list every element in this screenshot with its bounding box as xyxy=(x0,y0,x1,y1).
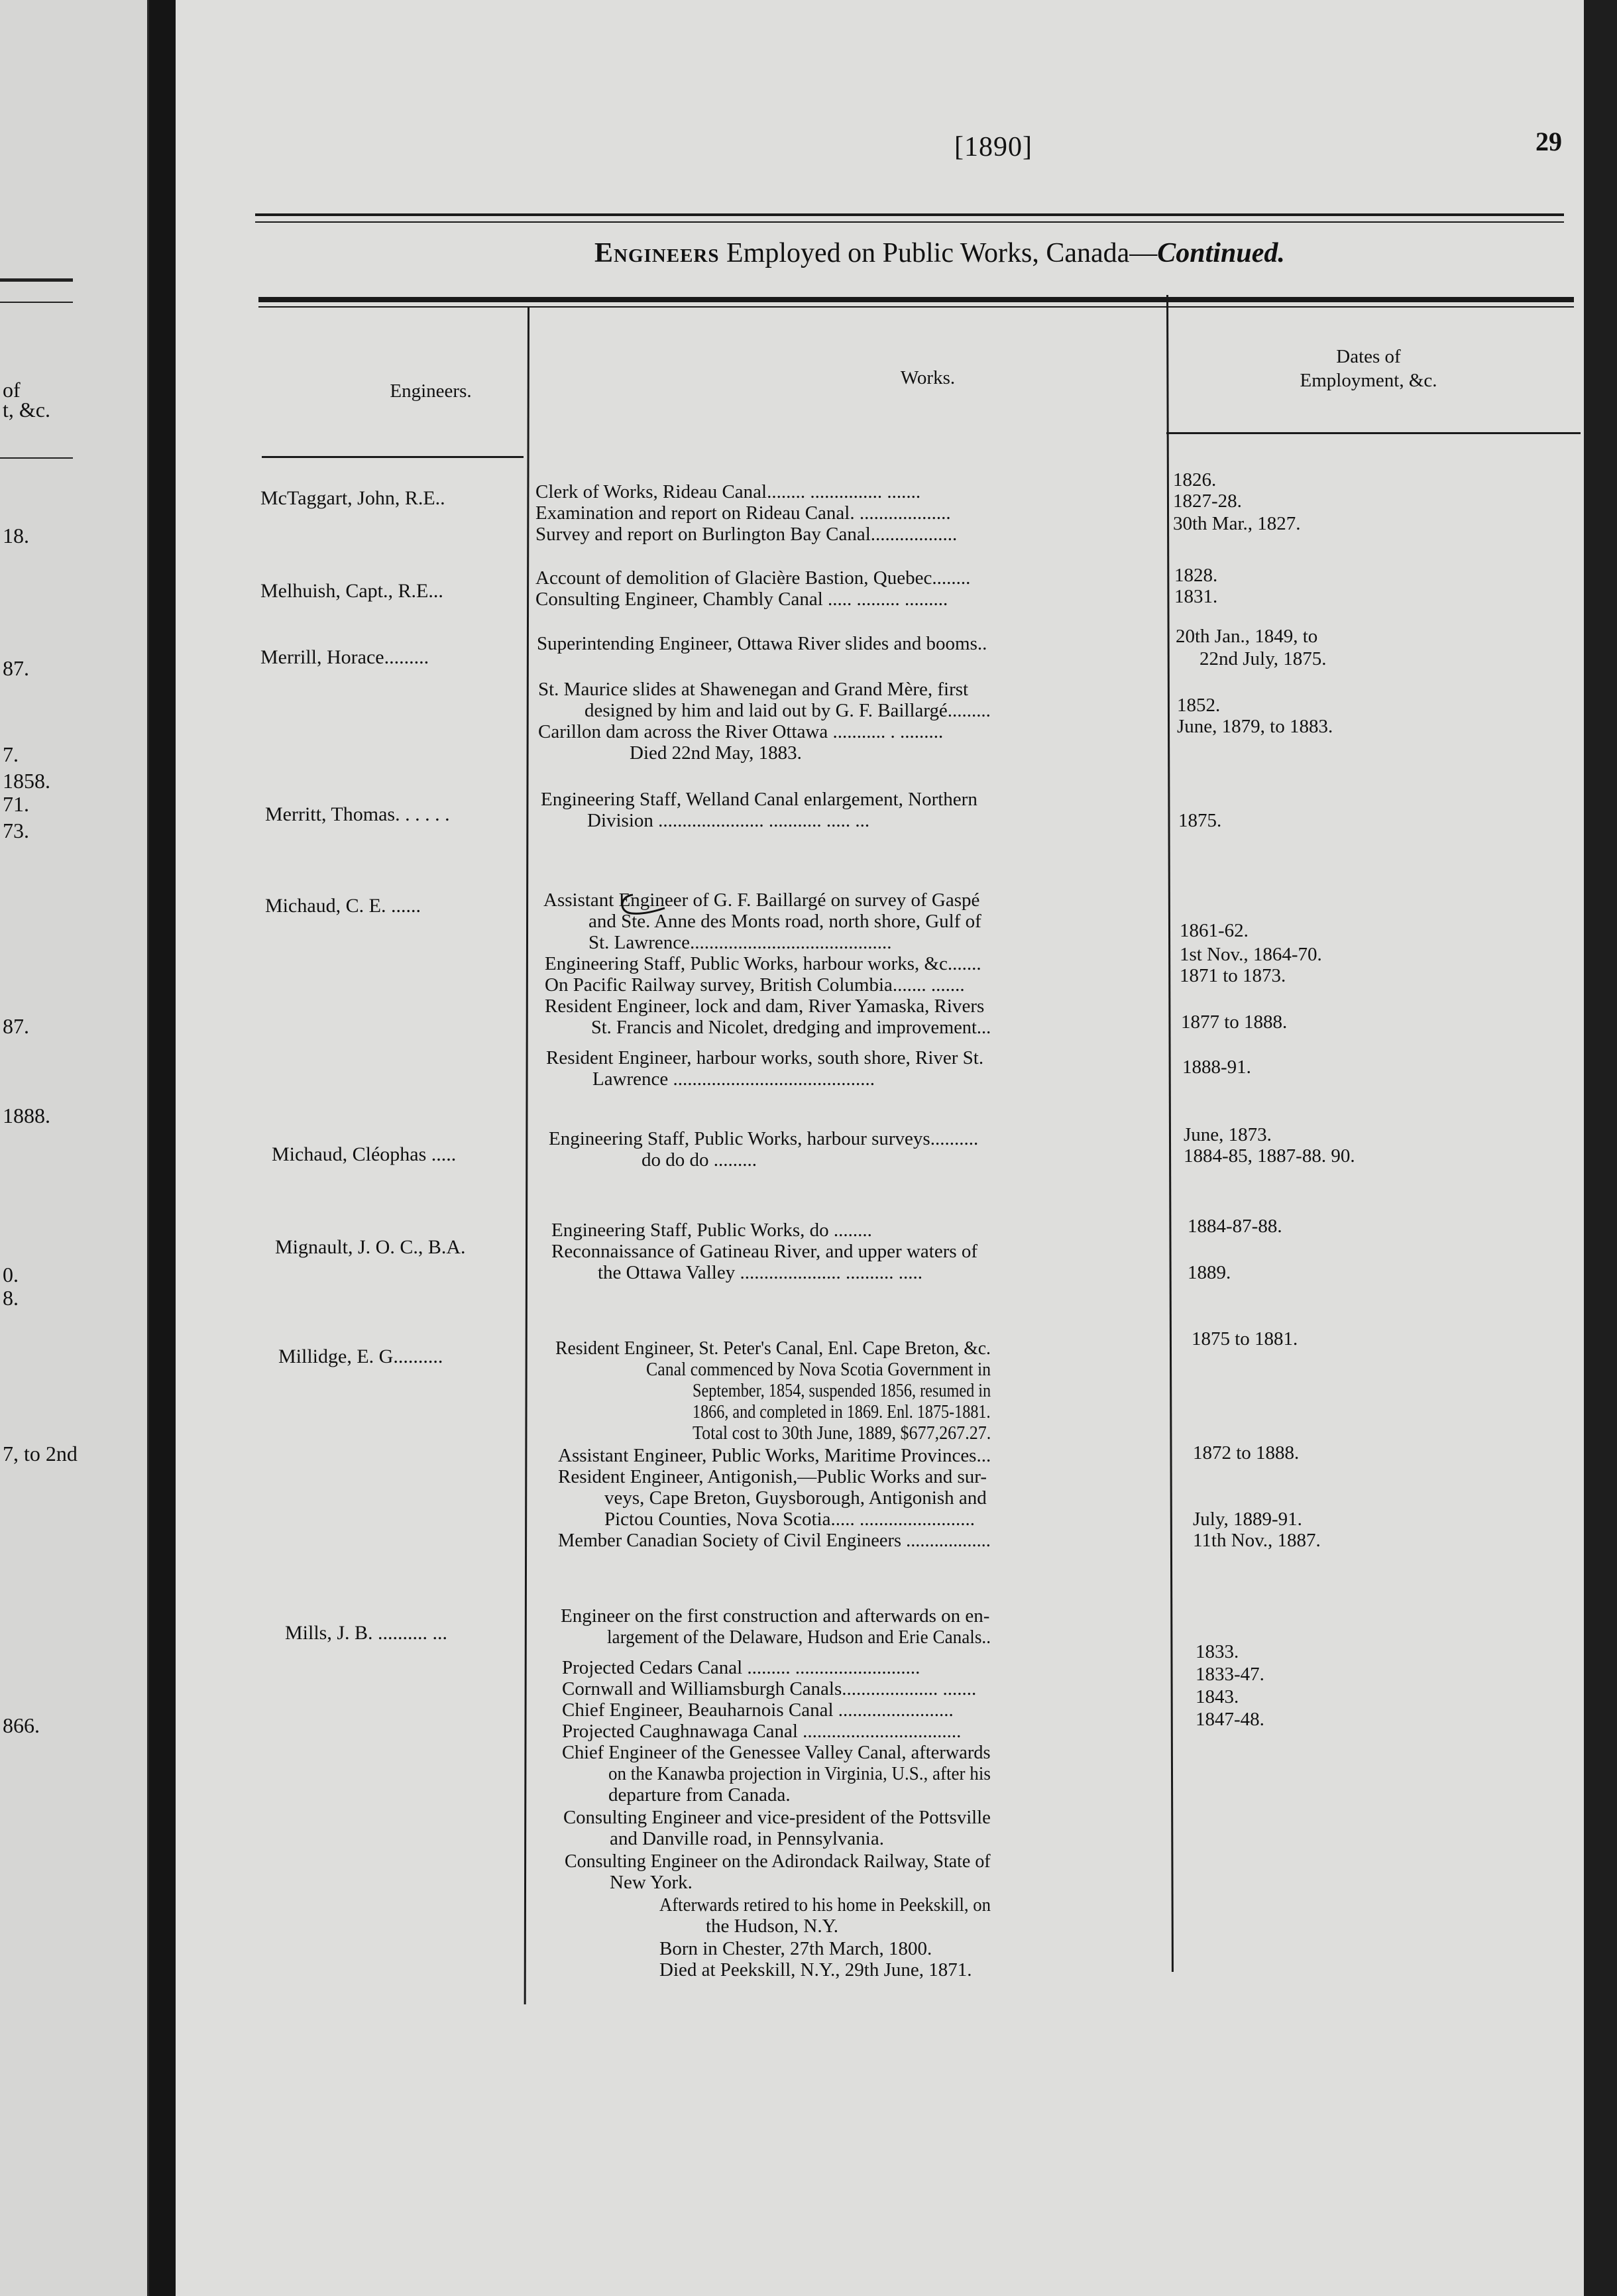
left-fragment-9: 1888. xyxy=(3,1104,50,1127)
works-line: Consulting Engineer, Chambly Canal ..... ......... ......... xyxy=(535,589,948,610)
left-fragment-rule xyxy=(0,457,73,459)
works-line: On Pacific Railway survey, British Columbia....... ....... xyxy=(545,974,965,996)
works-line: on the Kanawba projection in Virginia, U.S., after his xyxy=(608,1763,991,1784)
column-header-engineers-text: Engineers. xyxy=(390,380,472,402)
employment-date: 1826. xyxy=(1173,469,1217,490)
works-line: Engineering Staff, Public Works, harbour works, &c....... xyxy=(545,953,981,974)
works-line: Canal commenced by Nova Scotia Government in xyxy=(646,1359,991,1380)
left-fragment-13: 866. xyxy=(3,1713,40,1737)
left-fragment-1: t, &c. xyxy=(3,398,50,422)
column-divider-right xyxy=(1166,295,1174,1972)
works-line: and Ste. Anne des Monts road, north shore, Gulf of xyxy=(588,911,981,932)
works-line: Resident Engineer, lock and dam, River Yamaska, Rivers xyxy=(545,996,985,1017)
employment-date: 1875 to 1881. xyxy=(1192,1328,1298,1349)
works-line: Examination and report on Rideau Canal. ................... xyxy=(535,502,951,524)
works-line: Carillon dam across the River Ottawa ........... . ......... xyxy=(538,721,944,742)
table-top-rule xyxy=(258,297,1574,302)
engineer-name: Melhuish, Capt., R.E... xyxy=(260,580,443,602)
works-line: Clerk of Works, Rideau Canal........ ............... ....... xyxy=(535,481,921,502)
employment-date: 1843. xyxy=(1196,1686,1239,1707)
engineer-name: Merritt, Thomas. . . . . . xyxy=(265,803,450,825)
column-header-dates-line2: Employment, &c. xyxy=(1300,370,1437,391)
employment-date: 1875. xyxy=(1178,810,1222,831)
left-fragment-rule xyxy=(0,302,73,303)
works-line: Assistant Engineer, Public Works, Maritime Provinces... xyxy=(558,1445,991,1466)
works-line: Pictou Counties, Nova Scotia..... ........................ xyxy=(604,1509,976,1530)
works-line: Chief Engineer, Beauharnois Canal ........................ xyxy=(562,1699,954,1721)
employment-date: 1884-85, 1887-88. 90. xyxy=(1184,1145,1355,1167)
works-line: Division ...................... ........... ..... ... xyxy=(587,810,870,831)
employment-date: 11th Nov., 1887. xyxy=(1193,1530,1321,1551)
employment-date: July, 1889-91. xyxy=(1193,1509,1302,1530)
works-line: largement of the Delaware, Hudson and Erie Canals.. xyxy=(607,1627,991,1648)
employment-date: 1833. xyxy=(1196,1641,1239,1662)
works-line: Projected Cedars Canal ......... .......................... xyxy=(562,1657,920,1678)
works-line: St. Maurice slides at Shawenegan and Grand Mère, first xyxy=(538,679,969,700)
left-fragment-0: of xyxy=(3,378,21,402)
works-line: the Hudson, N.Y. xyxy=(706,1916,839,1937)
column-divider-left xyxy=(524,306,530,2004)
title-continued: Continued. xyxy=(1157,238,1285,268)
works-line: Engineer on the first construction and afterwards on en- xyxy=(561,1605,990,1627)
header-rule-engineers xyxy=(262,456,524,458)
works-line: 1866, and completed in 1869. Enl. 1875-1881. xyxy=(693,1401,991,1422)
engineer-name: Mignault, J. O. C., B.A. xyxy=(275,1236,466,1258)
engineer-name: Mills, J. B. .......... ... xyxy=(285,1622,448,1644)
year-header: [1890] xyxy=(954,132,1032,162)
table-top-rule-thin xyxy=(258,306,1574,308)
works-line: St. Lawrence.......................................... xyxy=(588,932,892,953)
employment-date: 1831. xyxy=(1174,586,1218,607)
works-line: Cornwall and Williamsburgh Canals.................... ....... xyxy=(562,1678,977,1699)
employment-date: 1852. xyxy=(1177,695,1221,716)
column-header-works-text: Works. xyxy=(900,367,956,388)
works-line: Engineering Staff, Welland Canal enlargement, Northern xyxy=(541,789,977,810)
works-line: designed by him and laid out by G. F. Baillargé......... xyxy=(585,700,991,721)
works-line: Resident Engineer, St. Peter's Canal, Enl. Cape Breton, &c. xyxy=(555,1338,991,1359)
engineer-name: McTaggart, John, R.E.. xyxy=(260,487,445,509)
employment-date: 1827-28. xyxy=(1173,490,1242,512)
works-line: Chief Engineer of the Genessee Valley Canal, afterwards xyxy=(562,1742,991,1763)
page-number: 29 xyxy=(1535,127,1562,156)
left-fragment-5: 1858. xyxy=(3,769,50,793)
works-line: Lawrence .......................................... xyxy=(592,1068,875,1090)
left-fragment-12: 7, to 2nd xyxy=(3,1442,78,1465)
employment-date: 22nd July, 1875. xyxy=(1199,648,1327,669)
works-line: Born in Chester, 27th March, 1800. xyxy=(659,1938,932,1959)
works-line: Resident Engineer, Antigonish,—Public Works and sur- xyxy=(558,1466,987,1487)
employment-date: 1884-87-88. xyxy=(1188,1216,1282,1237)
works-line: Projected Caughnawaga Canal ................................. xyxy=(562,1721,962,1742)
top-rule-thin xyxy=(255,221,1564,223)
works-line: Died 22nd May, 1883. xyxy=(630,742,802,764)
engineer-name: Merrill, Horace......... xyxy=(260,646,429,668)
left-fragment-8: 87. xyxy=(3,1014,29,1038)
works-line: Member Canadian Society of Civil Engineers .................. xyxy=(558,1530,991,1551)
works-line: Engineering Staff, Public Works, harbour surveys.......... xyxy=(549,1128,979,1149)
works-line: the Ottawa Valley ..................... .......... ..... xyxy=(598,1262,922,1283)
works-line: Consulting Engineer and vice-president of the Pottsville xyxy=(563,1807,991,1828)
works-line: do do do ......... xyxy=(641,1149,757,1171)
works-line: Engineering Staff, Public Works, do ........ xyxy=(551,1220,872,1241)
works-line: September, 1854, suspended 1856, resumed in xyxy=(693,1380,991,1401)
works-line: St. Francis and Nicolet, dredging and improvement... xyxy=(591,1017,991,1038)
works-line: Account of demolition of Glacière Bastion, Quebec........ xyxy=(535,567,971,589)
employment-date: 1871 to 1873. xyxy=(1180,965,1286,986)
adjacent-page-fragment xyxy=(0,0,149,2296)
page-edge-shadow xyxy=(1584,0,1617,2296)
title-main: Employed on Public Works, Canada— xyxy=(719,238,1158,268)
engineer-name: Michaud, C. E. ...... xyxy=(265,895,421,917)
engineer-name: Michaud, Cléophas ..... xyxy=(272,1143,457,1165)
employment-date: 1861-62. xyxy=(1180,920,1249,941)
works-line: Consulting Engineer on the Adirondack Railway, State of xyxy=(565,1851,991,1872)
employment-date: 1st Nov., 1864-70. xyxy=(1180,944,1322,965)
employment-date: June, 1873. xyxy=(1184,1124,1272,1145)
left-fragment-2: 18. xyxy=(3,524,29,547)
employment-date: 1828. xyxy=(1174,565,1218,586)
column-header-dates xyxy=(1166,345,1571,392)
left-fragment-11: 8. xyxy=(3,1286,19,1310)
employment-date: 1888-91. xyxy=(1182,1057,1251,1078)
employment-date: 1847-48. xyxy=(1196,1709,1264,1730)
employment-date: 30th Mar., 1827. xyxy=(1173,513,1301,534)
left-fragment-rule xyxy=(0,278,73,282)
left-fragment-7: 73. xyxy=(3,819,29,842)
works-line: Afterwards retired to his home in Peekskill, on xyxy=(659,1894,991,1916)
works-line: New York. xyxy=(610,1872,693,1893)
employment-date: 1833-47. xyxy=(1196,1664,1264,1685)
column-header-dates-line1: Dates of xyxy=(1336,346,1401,367)
employment-date: 1877 to 1888. xyxy=(1181,1011,1288,1033)
left-fragment-10: 0. xyxy=(3,1263,19,1287)
employment-date: 1872 to 1888. xyxy=(1193,1442,1300,1464)
employment-date: 1889. xyxy=(1188,1262,1231,1283)
left-fragment-3: 87. xyxy=(3,656,29,680)
works-line: departure from Canada. xyxy=(608,1784,791,1806)
engineer-name: Millidge, E. G.......... xyxy=(278,1346,443,1367)
works-line: Survey and report on Burlington Bay Canal.................. xyxy=(535,524,958,545)
works-line: Assistant Engineer of G. F. Baillargé on survey of Gaspé xyxy=(543,890,980,911)
works-line: and Danville road, in Pennsylvania. xyxy=(610,1828,884,1849)
title-smallcaps: Engineers xyxy=(594,238,720,268)
works-line: Died at Peekskill, N.Y., 29th June, 1871. xyxy=(659,1959,972,1980)
table-title xyxy=(594,237,1285,269)
left-fragment-4: 7. xyxy=(3,742,19,766)
employment-date: 20th Jan., 1849, to xyxy=(1176,626,1318,647)
page xyxy=(176,0,1600,2296)
works-line: Superintending Engineer, Ottawa River slides and booms.. xyxy=(537,633,987,654)
header-rule-dates xyxy=(1166,432,1581,434)
works-line: Reconnaissance of Gatineau River, and upper waters of xyxy=(551,1241,978,1262)
employment-date: June, 1879, to 1883. xyxy=(1177,716,1333,737)
works-line: Resident Engineer, harbour works, south shore, River St. xyxy=(546,1047,984,1068)
book-gutter xyxy=(149,0,176,2296)
works-line: veys, Cape Breton, Guysborough, Antigonish and xyxy=(604,1487,987,1509)
works-line: Total cost to 30th June, 1889, $677,267.27. xyxy=(693,1422,991,1444)
top-rule xyxy=(255,213,1564,216)
left-fragment-6: 71. xyxy=(3,792,29,816)
